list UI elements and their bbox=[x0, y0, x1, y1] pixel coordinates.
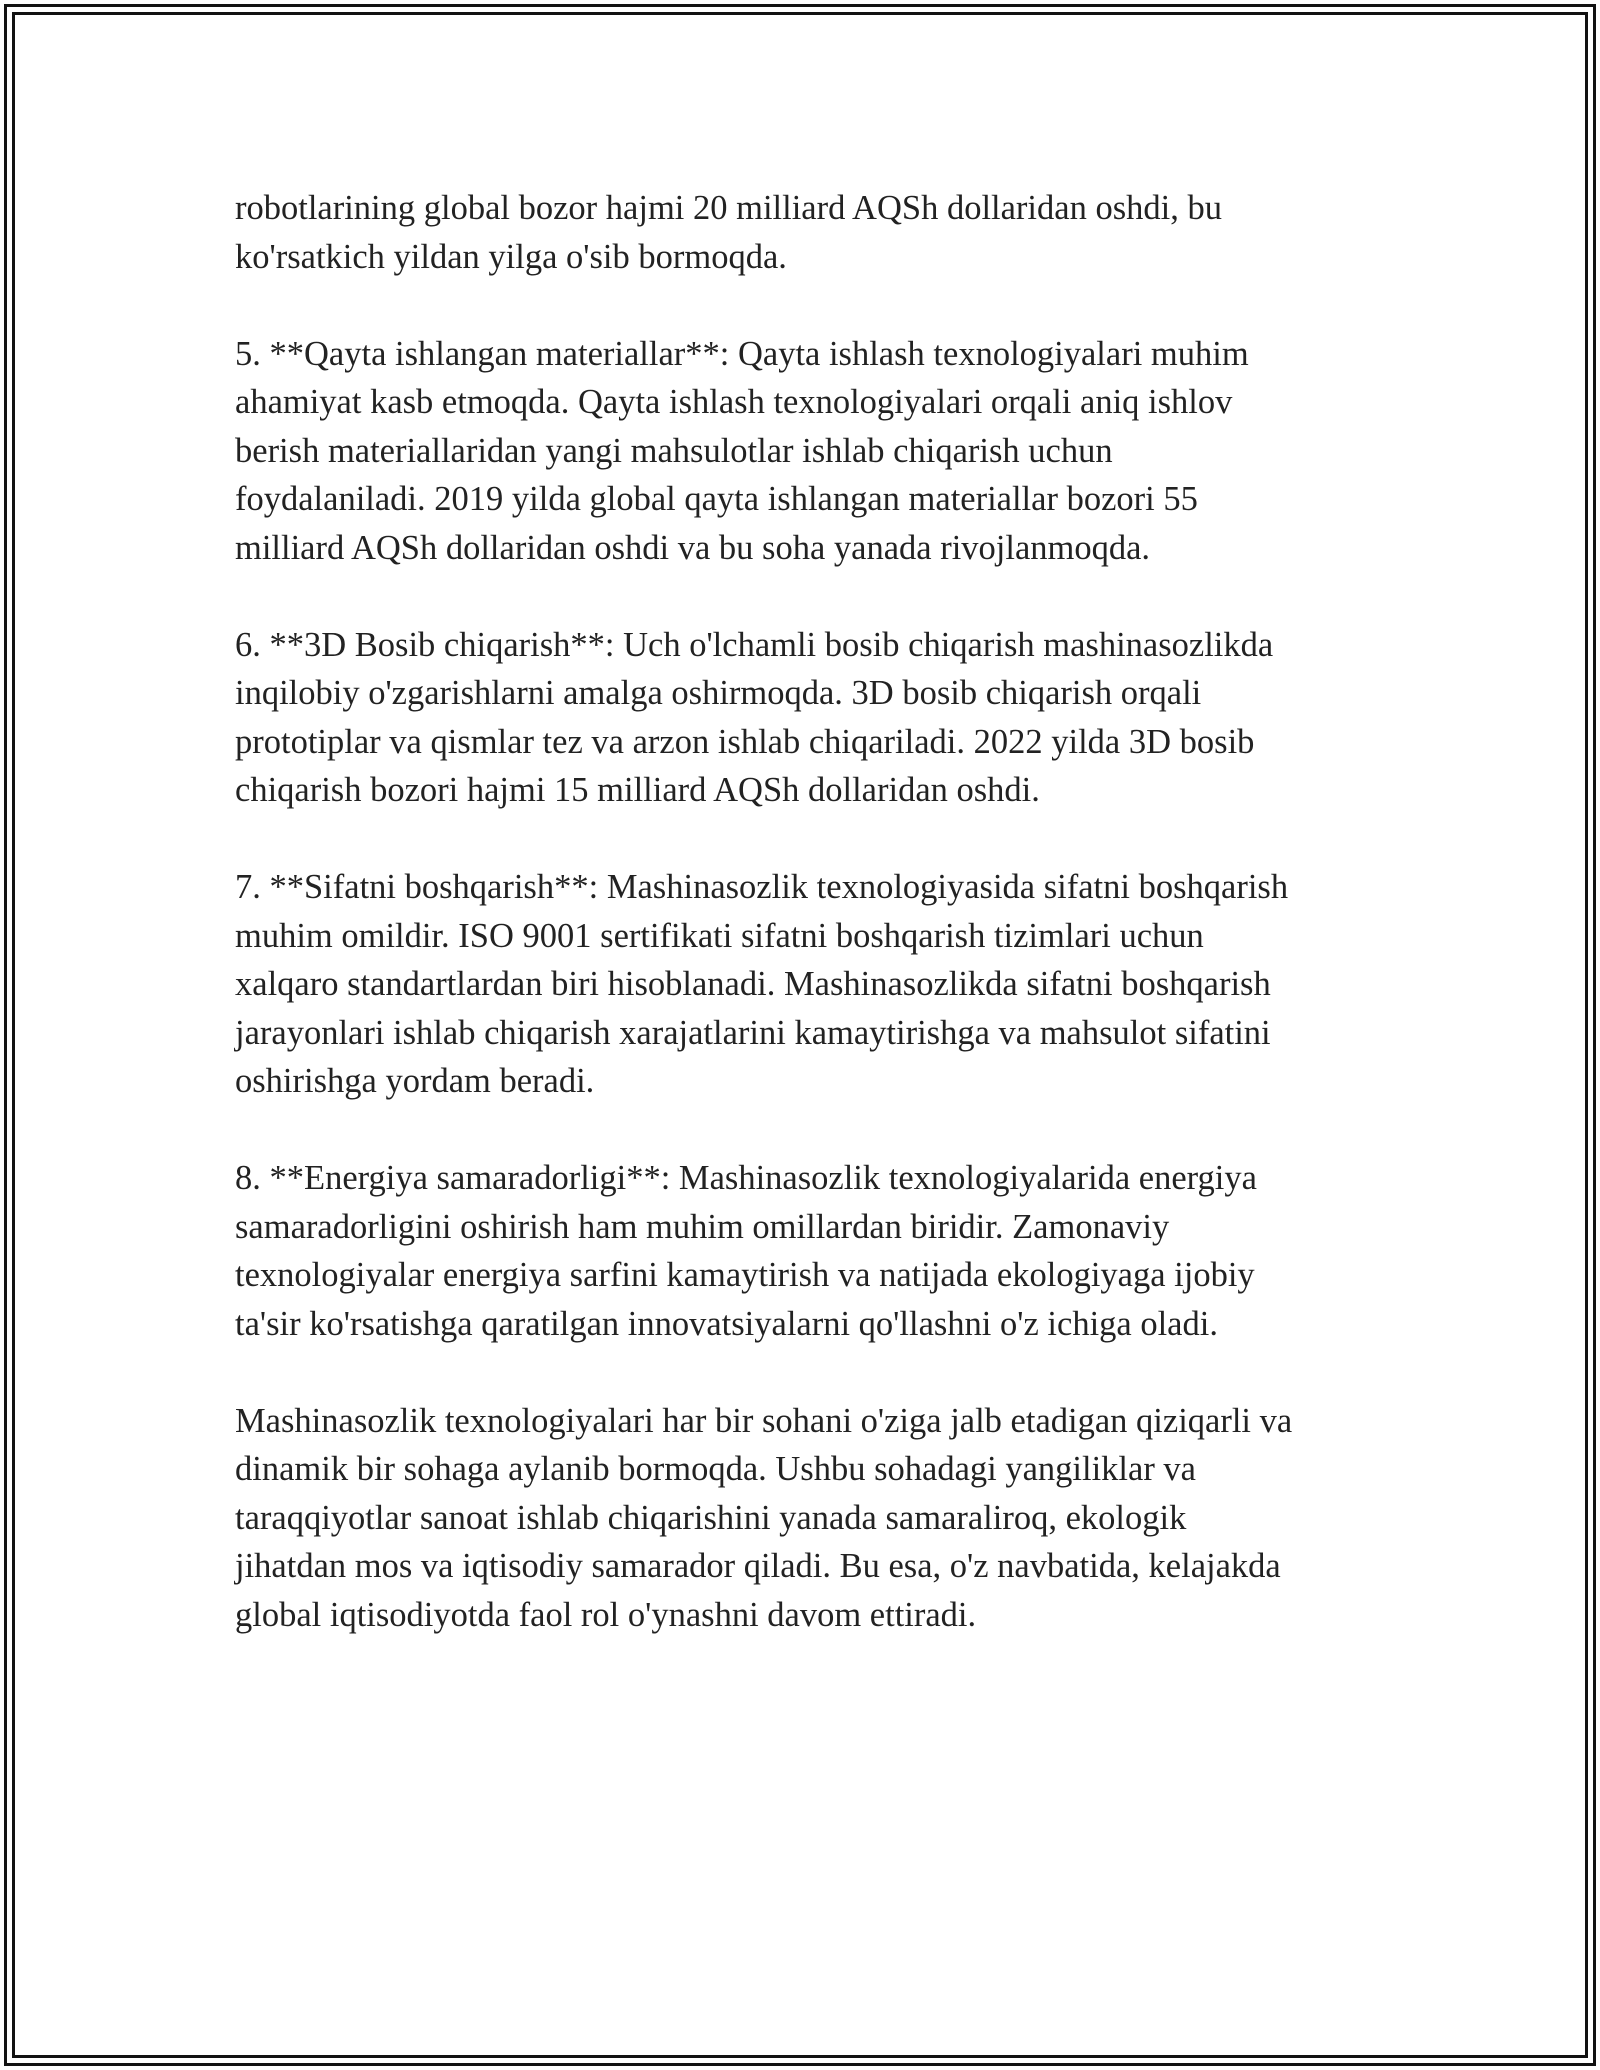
text-line: jarayonlari ishlab chiqarish xarajatlarini kamaytirishga va mahsulot sifatini bbox=[235, 1013, 1271, 1052]
text-line: oshirishga yordam beradi. bbox=[235, 1062, 595, 1100]
text-line: Mashinasozlik texnologiyalari har bir sohani o'ziga jalb etadigan qiziqarli va bbox=[235, 1401, 1293, 1440]
text-line: 7. **Sifatni boshqarish**: Mashinasozlik texnologiyasida sifatni boshqarish bbox=[235, 868, 1289, 906]
text-line: global iqtisodiyotda faol rol o'ynashni davom ettiradi. bbox=[235, 1595, 977, 1634]
text-line: xalqaro standartlardan biri hisoblanadi. Mashinasozlikda sifatni boshqarish bbox=[235, 965, 1271, 1003]
text-line: 6. **3D Bosib chiqarish**: Uch o'lchamli bosib chiqarish mashinasozlikda bbox=[235, 625, 1274, 664]
text-line: ahamiyat kasb etmoqda. Qayta ishlash texnologiyalari orqali aniq ishlov bbox=[235, 383, 1233, 421]
text-line: jihatdan mos va iqtisodiy samarador qiladi. Bu esa, o'z navbatida, kelajakda bbox=[235, 1547, 1281, 1585]
text-line: samaradorligini oshirish ham muhim omillardan biridir. Zamonaviy bbox=[235, 1207, 1170, 1246]
paragraph-conclusion bbox=[235, 1397, 1375, 1640]
text-line: ta'sir ko'rsatishga qaratilgan innovatsiyalarni qo'llashni o'z ichiga oladi. bbox=[235, 1304, 1218, 1343]
text-line: muhim omildir. ISO 9001 sertifikati sifatni boshqarish tizimlari uchun bbox=[235, 916, 1204, 955]
paragraph-3d-printing bbox=[235, 621, 1375, 815]
document-body bbox=[235, 184, 1375, 1688]
text-line: robotlarining global bozor hajmi 20 milliard AQSh dollaridan oshdi, bu bbox=[235, 189, 1222, 227]
paragraph-robots-continued bbox=[235, 184, 1375, 281]
text-line: inqilobiy o'zgarishlarni amalga oshirmoqda. 3D bosib chiqarish orqali bbox=[235, 674, 1202, 712]
text-line: dinamik bir sohaga aylanib bormoqda. Ushbu sohadagi yangiliklar va bbox=[235, 1450, 1196, 1488]
paragraph-energy-efficiency bbox=[235, 1154, 1375, 1348]
text-line: prototiplar va qismlar tez va arzon ishlab chiqariladi. 2022 yilda 3D bosib bbox=[235, 722, 1255, 761]
text-line: ko'rsatkich yildan yilga o'sib bormoqda. bbox=[235, 237, 787, 276]
text-line: taraqqiyotlar sanoat ishlab chiqarishini yanada samaraliroq, ekologik bbox=[235, 1498, 1187, 1537]
text-line: berish materiallaridan yangi mahsulotlar ishlab chiqarish uchun bbox=[235, 431, 1113, 470]
text-line: texnologiyalar energiya sarfini kamaytirish va natijada ekologiyaga ijobiy bbox=[235, 1256, 1255, 1294]
paragraph-quality-management bbox=[235, 863, 1375, 1106]
text-line: foydalaniladi. 2019 yilda global qayta ishlangan materiallar bozori 55 bbox=[235, 480, 1198, 518]
paragraph-recycled-materials bbox=[235, 330, 1375, 573]
text-line: 8. **Energiya samaradorligi**: Mashinasozlik texnologiyalarida energiya bbox=[235, 1159, 1257, 1197]
text-line: chiqarish bozori hajmi 15 milliard AQSh dollaridan oshdi. bbox=[235, 771, 1040, 809]
text-line: milliard AQSh dollaridan oshdi va bu soha yanada rivojlanmoqda. bbox=[235, 528, 1151, 567]
text-line: 5. **Qayta ishlangan materiallar**: Qayta ishlash texnologiyalari muhim bbox=[235, 334, 1249, 373]
